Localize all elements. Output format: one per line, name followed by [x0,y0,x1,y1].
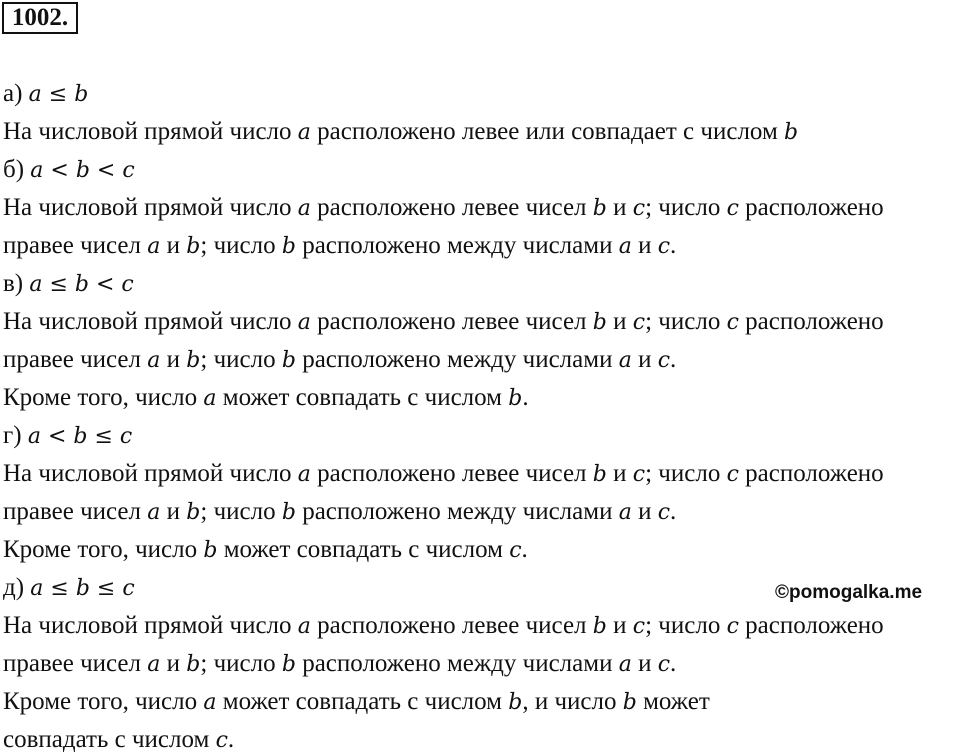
text-line [3,155,135,186]
text-segment: может совпадать с числом [216,688,509,715]
text-segment: ; число [200,232,282,259]
text-line [3,193,884,224]
text-segment: и [631,346,658,373]
text-segment: и [160,346,187,373]
math-expression: c [632,196,646,221]
math-expression: c [726,310,739,335]
text-segment: ; число [645,460,727,487]
text-segment: расположено левее чисел [310,460,593,487]
math-expression: a [618,234,632,259]
text-segment: расположено левее чисел [310,308,593,335]
text-segment: расположено [738,308,884,335]
text-segment: , и число [522,688,623,715]
math-expression: a ≤ b ≤ c [30,576,135,601]
math-expression: c [726,614,739,639]
text-segment: в) [3,270,30,297]
text-segment: расположено между числами [295,232,619,259]
math-expression: a [297,196,311,221]
text-segment: ; число [645,308,727,335]
math-expression: a [297,614,311,639]
math-expression: b [592,614,607,639]
text-line [3,269,134,300]
math-expression: a [147,500,161,525]
text-segment: расположено [738,460,884,487]
text-line [3,687,710,718]
text-segment: . [670,346,677,373]
text-segment: может совпадать с числом [217,536,510,563]
math-expression: a [203,690,217,715]
math-expression: c [632,462,646,487]
text-line [3,459,884,490]
math-expression: c [632,614,646,639]
text-segment: расположено левее или совпадает с числом [310,118,785,145]
text-segment: правее чисел [3,232,148,259]
text-segment: . [227,726,235,753]
math-expression: a ≤ b [28,82,89,107]
text-segment: и [160,232,187,259]
text-segment: и [606,612,633,639]
text-segment: На числовой прямой число [3,308,298,335]
math-expression: c [657,348,671,373]
math-expression: b [281,652,296,677]
text-segment: . [522,384,529,411]
text-line [3,573,135,604]
math-expression: b [508,690,523,715]
math-expression: b [281,348,296,373]
text-segment: На числовой прямой число [3,194,298,221]
text-segment: На числовой прямой число [3,460,298,487]
math-expression: a [147,348,161,373]
text-segment: правее чисел [3,346,148,373]
text-segment: Кроме того, число [3,536,204,563]
math-expression: b [186,348,201,373]
math-expression: a ≤ b < c [29,272,134,297]
math-expression: a [147,234,161,259]
math-expression: b [622,690,637,715]
text-line [3,649,676,680]
math-expression: b [281,234,296,259]
text-segment: . [521,536,528,563]
math-expression: b [203,538,218,563]
text-segment: ; число [645,612,727,639]
math-expression: b [592,310,607,335]
text-segment: расположено [738,612,884,639]
text-segment: и [160,650,187,677]
text-segment: совпадать с числом [3,726,216,753]
text-segment: б) [3,156,31,183]
text-line [3,611,884,642]
math-expression: c [726,462,739,487]
math-expression: b [592,462,607,487]
text-segment: и [606,194,633,221]
text-segment: На числовой прямой число [3,118,298,145]
text-segment: расположено [738,194,884,221]
text-line [3,421,132,452]
text-segment: ; число [200,498,282,525]
math-expression: a [297,462,311,487]
text-line [3,231,676,262]
text-segment: расположено левее чисел [310,194,593,221]
text-segment: ; число [200,650,282,677]
text-segment: . [670,650,677,677]
math-expression: a < b < c [30,158,135,183]
math-expression: c [632,310,646,335]
text-segment: и [631,650,658,677]
math-expression: b [281,500,296,525]
math-expression: a [297,120,311,145]
text-line [3,535,528,566]
text-line [3,117,798,148]
text-segment: Кроме того, число [3,384,204,411]
math-expression: a [618,348,632,373]
text-segment: . [670,232,677,259]
text-segment: и [606,308,633,335]
math-expression: b [592,196,607,221]
math-expression: a [147,652,161,677]
text-segment: и [631,498,658,525]
text-segment: ; число [200,346,282,373]
text-segment: расположено между числами [295,650,619,677]
math-expression: b [784,120,799,145]
text-segment: может [636,688,710,715]
math-expression: c [215,728,228,753]
math-expression: b [186,500,201,525]
math-expression: c [509,538,522,563]
problem-number: 1002. [2,2,78,34]
text-line [3,497,676,528]
text-segment: и [631,232,658,259]
text-line [3,307,884,338]
math-expression: c [657,500,671,525]
text-line [3,725,234,756]
text-segment: На числовой прямой число [3,612,298,639]
text-segment: расположено между числами [295,346,619,373]
text-segment: расположено между числами [295,498,619,525]
text-segment: ; число [645,194,727,221]
text-segment: и [606,460,633,487]
math-expression: b [508,386,523,411]
math-expression: a < b ≤ c [27,424,133,449]
math-expression: b [186,234,201,259]
math-expression: a [297,310,311,335]
math-expression: c [726,196,739,221]
text-segment: правее чисел [3,650,148,677]
text-line [3,345,676,376]
text-line [3,383,529,414]
text-segment: а) [3,80,29,107]
math-expression: c [657,652,671,677]
math-expression: a [203,386,217,411]
text-segment: может совпадать с числом [216,384,509,411]
text-segment: расположено левее чисел [310,612,593,639]
text-segment: д) [3,574,31,601]
math-expression: a [618,652,632,677]
text-segment: . [670,498,677,525]
math-expression: a [618,500,632,525]
text-segment: г) [3,422,28,449]
text-line [3,79,88,110]
watermark: ©pomogalka.me [775,582,923,603]
text-segment: Кроме того, число [3,688,204,715]
text-segment: правее чисел [3,498,148,525]
text-segment: и [160,498,187,525]
math-expression: b [186,652,201,677]
math-expression: c [657,234,671,259]
